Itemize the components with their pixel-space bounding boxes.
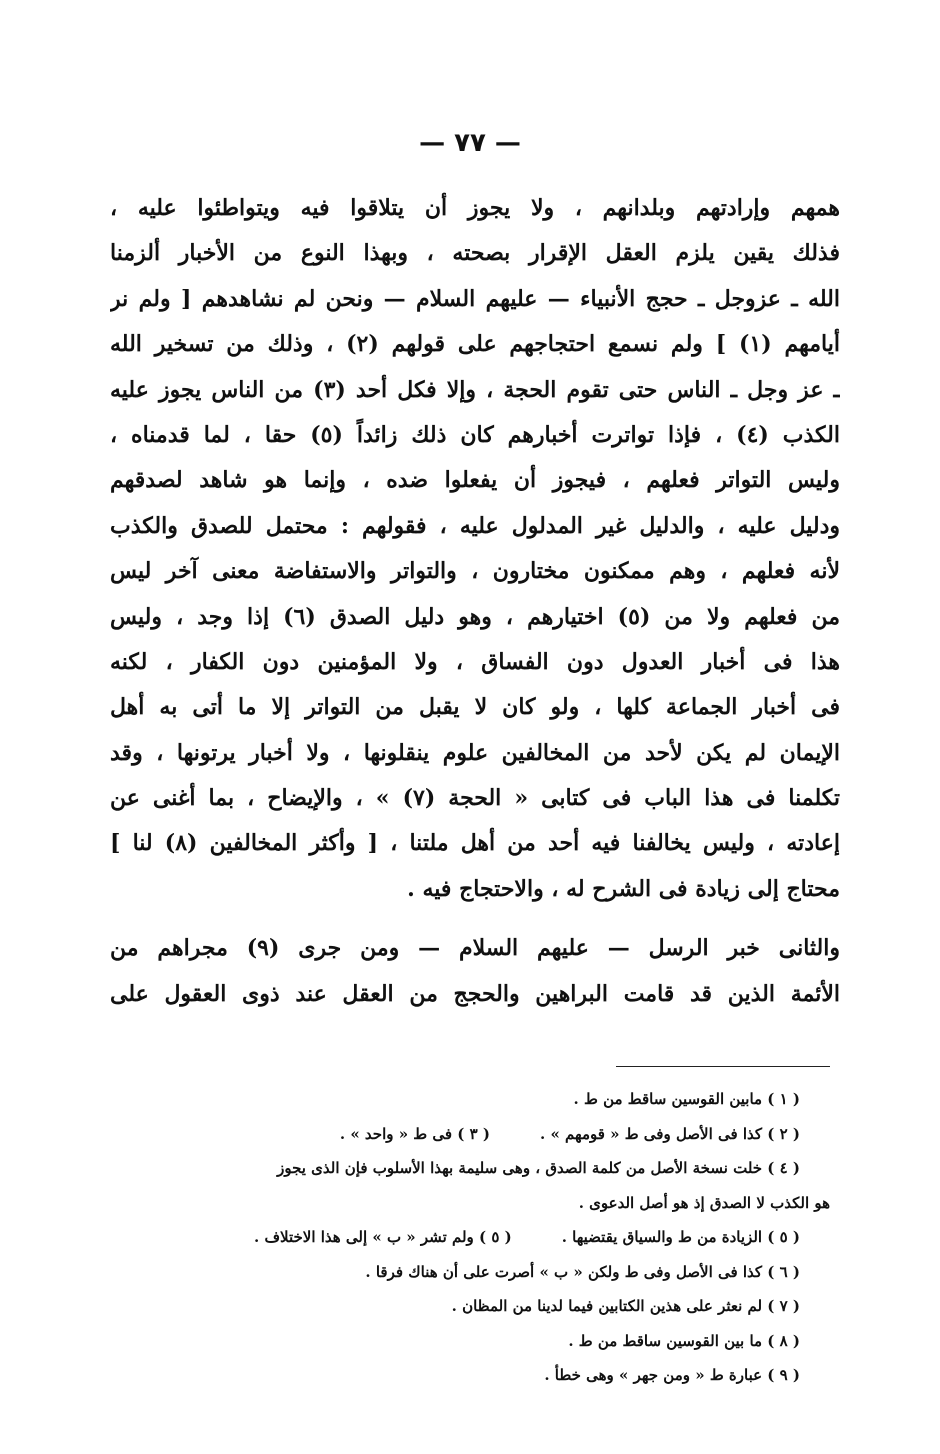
text-line: الأئمة الذين قد قامت البراهين والحجج من العقل عند ذوى العقول على: [110, 980, 840, 1007]
footnote: ( ٩ ) عبارة ط « ومن جهر » وهى خطأ .: [544, 1366, 800, 1384]
text-line: تكلمنا فى هذا الباب فى كتابى « الحجة (٧) » ، والإيضاح ، بما أغنى عن: [110, 785, 840, 812]
footnote: ( ٦ ) كذا فى الأصل وفى ط ولكن « ب » أصرت على أن هناك فرقا .: [365, 1262, 800, 1281]
footnote-row: [180, 1117, 800, 1152]
text-line: ودليل عليه ، والدليل غير المدلول عليه ، فقولهم : محتمل للصدق والكذب: [110, 512, 840, 539]
text-line: الله ـ عزوجل ـ حجج الأنبياء — عليهم السلام — ونحن لم نشاهدهم [ ولم نر: [110, 285, 840, 312]
text-line: وليس التواتر فعلهم ، فيجوز أن يفعلوا ضده ، وإنما هو شاهد لصدقهم: [110, 467, 840, 494]
text-line: أيامهم (١) ] ولم نسمع احتجاجهم على قولهم (٢) ، وذلك من تسخير الله: [110, 331, 840, 358]
text-line: فى أخبار الجماعة كلها ، ولو كان لا يقبل من التواتر إلا ما أتى به أهل: [110, 694, 840, 721]
text-line: فذلك يقين يلزم العقل الإقرار بصحته ، وبهذا النوع من الأخبار ألزمنا: [110, 240, 840, 267]
footnote: ( ١ ) مابين القوسين ساقط من ط .: [573, 1090, 800, 1108]
text-line: من فعلهم ولا من (٥) اختيارهم ، وهو دليل الصدق (٦) إذا وجد ، وليس: [110, 603, 840, 630]
footnote: ( ٥ ) الزيادة من ط والسياق يقتضيها .: [561, 1228, 800, 1246]
footnote: ( ٧ ) لم نعثر على هذين الكتابين فيما لدينا من المظان .: [451, 1297, 800, 1315]
page-number: — ٧٧ —: [419, 128, 521, 158]
text-line: الكذب (٤) ، فإذا تواترت أخبارهم كان ذلك زائداً (٥) حقا ، لما قدمناه ،: [110, 421, 840, 448]
footnote: ( ٥ ) ولم تشر « ب » إلى هذا الاختلاف .: [254, 1228, 512, 1246]
footnote: ( ٨ ) ما بين القوسين ساقط من ط .: [568, 1331, 800, 1350]
main-text: [110, 186, 840, 1017]
footnote-continuation: هو الكذب لا الصدق إذ هو أصل الدعوى .: [578, 1193, 830, 1212]
footnote-divider: [616, 1066, 830, 1067]
footnote: ( ٤ ) خلت نسخة الأصل من كلمة الصدق ، وهى سليمة بهذا الأسلوب فإن الذى يجوز: [277, 1159, 800, 1177]
footnotes: [180, 1082, 830, 1393]
footnote: ( ٣ ) فى ط « واحد » .: [339, 1124, 490, 1143]
text-line: محتاج إلى زيادة فى الشرح له ، والاحتجاج فيه .: [407, 875, 840, 902]
text-line: ـ عز وجل ـ الناس حتى تقوم الحجة ، وإلا فكل أحد (٣) من الناس يجوز عليه: [110, 376, 840, 403]
text-line: والثانى خبر الرسل — عليهم السلام — ومن جرى (٩) مجراهم من: [110, 935, 840, 962]
paragraph-gap: [110, 912, 840, 926]
text-line: هذا فى أخبار العدول دون الفساق ، ولا المؤمنين دون الكفار ، لكنه: [110, 648, 840, 675]
text-line: إعادته ، وليس يخالفنا فيه أحد من أهل ملتنا ، [ وأكثر المخالفين (٨) لنا ]: [110, 830, 840, 857]
text-line: الإيمان لم يكن لأحد من المخالفين علوم ينقلونها ، ولا أخبار يرتونها ، وقد: [110, 739, 840, 766]
footnote-row: [180, 1220, 800, 1255]
footnote: ( ٢ ) كذا فى الأصل وفى ط « قومهم » .: [540, 1124, 800, 1143]
text-line: لأنه فعلهم ، وهم ممكنون مختارون ، والتواتر والاستفاضة معنى آخر ليس: [110, 558, 840, 585]
text-line: همهم وإرادتهم وبلدانهم ، ولا يجوز أن يتلاقوا فيه ويتواطئوا عليه ،: [110, 195, 840, 221]
